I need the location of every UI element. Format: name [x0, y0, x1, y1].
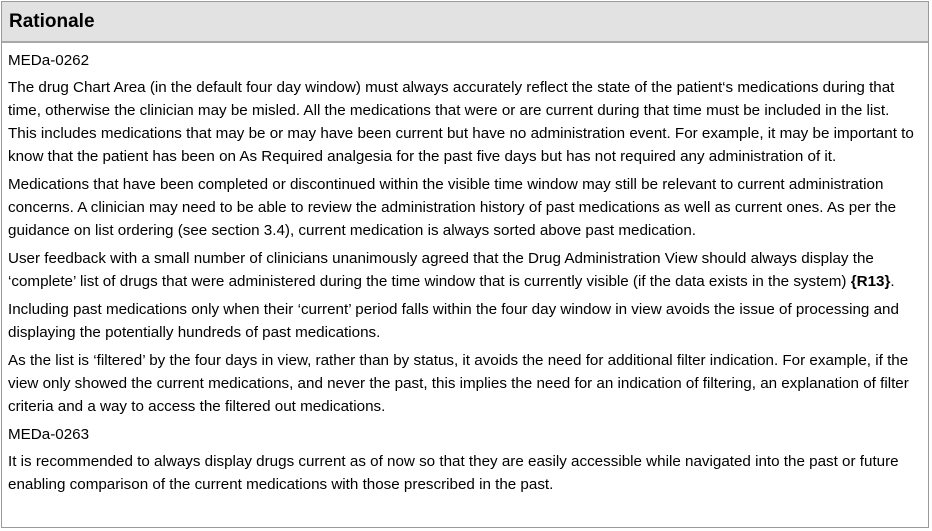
paragraph: The drug Chart Area (in the default four day window) must always accurately reflect the state of the patient‘s medications during that time, otherwise the clinician may be misled. All the medications that were or are current during that time must be included in the list. This includes medications that may be or may have been current but have no administration event. For example, it may be important to know that the patient has been on As Required analgesia for the past five days but has not required any administration of it. [8, 79, 914, 165]
rationale-box [1, 1, 929, 528]
section-title: Rationale [9, 10, 95, 32]
requirement-id: MEDa-0263 [8, 426, 90, 443]
requirement-id: MEDa-0262 [8, 52, 90, 69]
paragraph [8, 247, 921, 293]
rationale-content [2, 43, 928, 496]
paragraph-text: User feedback with a small number of clinicians unanimously agreed that the Drug Administration View should always display the ‘complete’ list of drugs that were administered during the time window that is currently visible (if the data exists in the system) [8, 250, 874, 290]
paragraph-end: . [890, 273, 895, 290]
paragraph: As the list is ‘filtered’ by the four days in view, rather than by status, it avoids the need for additional filter indication. For example, if the view only showed the current medications, and never the past, this implies the need for an indication of filtering, an explanation of filter criteria and a way to access the filtered out medications. [8, 352, 909, 415]
paragraph: It is recommended to always display drugs current as of now so that they are easily accessible while navigated into the past or future enabling comparison of the current medications with those prescribed in the past. [8, 453, 899, 493]
rationale-header [2, 2, 928, 43]
requirement-reference: {R13} [850, 273, 891, 290]
paragraph: Medications that have been completed or discontinued within the visible time window may still be relevant to current administration concerns. A clinician may need to be able to review the administration history of past medications as well as current ones. As per the guidance on list ordering (see section 3.4), current medication is always sorted above past medication. [8, 176, 897, 239]
paragraph: Including past medications only when their ‘current’ period falls within the four day window in view avoids the issue of processing and displaying the potentially hundreds of past medications. [8, 301, 899, 341]
